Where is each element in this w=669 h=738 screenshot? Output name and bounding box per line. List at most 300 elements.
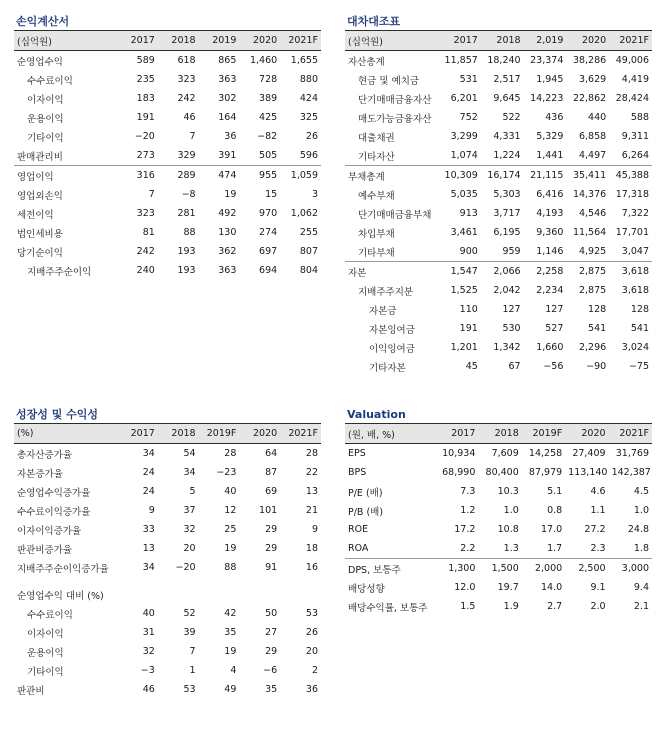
table-row	[345, 501, 652, 520]
row-value: 27.2	[584, 524, 606, 535]
row-value: 32	[142, 646, 155, 657]
row-value: 242	[177, 93, 196, 104]
row-value: 2,000	[522, 559, 565, 579]
row-label: 총자산증가율	[17, 449, 73, 461]
row-value: 6,195	[493, 227, 521, 238]
table-row	[345, 262, 652, 282]
row-value: 12	[224, 505, 237, 516]
row-value: 281	[177, 208, 196, 219]
row-value: 1.7	[547, 543, 563, 554]
row-label: P/E (배)	[348, 487, 383, 499]
row-value: 2,517	[493, 74, 521, 85]
row-value: 23,374	[530, 55, 564, 66]
row-value: 1,342	[493, 342, 521, 353]
row-value: 36	[305, 684, 318, 695]
row-value: 7	[189, 646, 196, 657]
row-label: 기타부채	[358, 247, 395, 259]
row-value: 49,006	[615, 55, 649, 66]
row-value: 5,329	[536, 131, 564, 142]
row-label: 자산총계	[348, 56, 385, 68]
row-label: 기타자본	[369, 362, 406, 374]
row-label: 당기순이익	[17, 247, 63, 259]
balance-sheet-title: 대차대조표	[345, 14, 652, 31]
row-value: 142,387	[611, 467, 651, 478]
balance-sheet-panel	[345, 14, 652, 376]
table-row	[345, 281, 652, 300]
row-value: 522	[502, 112, 521, 123]
table-row	[14, 204, 321, 223]
row-value: 289	[158, 166, 199, 186]
table-row	[345, 578, 652, 597]
row-value: 0.8	[547, 505, 563, 516]
header-year: 2020	[239, 424, 280, 444]
row-value: 1,660	[536, 342, 564, 353]
row-value: 34	[142, 448, 155, 459]
row-value: 20	[183, 543, 196, 554]
row-value: 5	[189, 486, 196, 497]
row-value: 21,115	[524, 166, 567, 186]
row-value: −75	[628, 361, 649, 372]
table-row	[14, 146, 321, 166]
row-value: 53	[305, 608, 318, 619]
header-year: 2019	[199, 31, 240, 51]
row-value: 1	[189, 665, 196, 676]
header-year: 2020	[566, 31, 609, 51]
row-value: 3,717	[493, 208, 521, 219]
row-value: 325	[299, 112, 318, 123]
row-label: 자본금	[369, 305, 397, 317]
header-year: 2019F	[522, 424, 565, 444]
row-value: 127	[502, 304, 521, 315]
row-value: 7	[148, 189, 155, 200]
row-value: 10,309	[438, 166, 481, 186]
row-value: 3,299	[450, 131, 478, 142]
row-value: 127	[545, 304, 564, 315]
row-value: 2,500	[565, 559, 608, 579]
row-value: 128	[588, 304, 607, 315]
table-row	[14, 185, 321, 204]
table-row	[14, 89, 321, 108]
row-value: 1,547	[438, 262, 481, 282]
header-year: 2017	[117, 424, 158, 444]
row-label: 자본잉여금	[369, 324, 415, 336]
row-value: 1.0	[633, 505, 649, 516]
row-label: 판관비증가율	[17, 544, 73, 556]
table-row	[14, 539, 321, 558]
table-header-row	[14, 31, 321, 51]
row-value: 3,024	[621, 342, 649, 353]
row-value: 3,461	[450, 227, 478, 238]
income-statement-panel	[14, 14, 321, 280]
header-unit: (원, 배, %)	[345, 424, 435, 444]
row-value: 101	[259, 505, 278, 516]
row-value	[239, 585, 280, 604]
row-value: 2.1	[633, 601, 649, 612]
row-value: 2,296	[578, 342, 607, 353]
header-year: 2021F	[280, 31, 321, 51]
table-row	[345, 357, 652, 376]
header-unit: (십억원)	[345, 31, 438, 51]
row-value: 7.3	[460, 486, 476, 497]
growth-profitability-panel	[14, 407, 321, 699]
row-value: 363	[218, 74, 237, 85]
row-value: 1,525	[450, 285, 478, 296]
row-value: 113,140	[568, 467, 608, 478]
header-year: 2018	[481, 31, 524, 51]
row-label: 예수부채	[358, 190, 395, 202]
row-value: 31,769	[615, 448, 649, 459]
row-value: 3	[311, 189, 318, 200]
row-value: 1.0	[503, 505, 519, 516]
row-label: 지배주주순이익	[27, 266, 92, 278]
row-value: 440	[588, 112, 607, 123]
row-value	[239, 577, 280, 585]
row-value: 5,035	[450, 189, 478, 200]
table-row	[345, 539, 652, 559]
row-value: 35	[224, 627, 237, 638]
row-value: 6,264	[621, 150, 649, 161]
row-value: 20	[305, 646, 318, 657]
table-row	[14, 661, 321, 680]
table-row	[14, 127, 321, 146]
row-value	[117, 585, 158, 604]
row-value: 34	[183, 467, 196, 478]
row-value: 3,000	[609, 559, 652, 579]
row-label: 기타이익	[27, 666, 64, 678]
row-label: EPS	[348, 448, 366, 459]
row-value: 18	[305, 543, 318, 554]
row-value: 2	[311, 665, 318, 676]
row-value: 2,258	[524, 262, 567, 282]
row-value: 7,609	[491, 448, 519, 459]
row-value: 19	[224, 189, 237, 200]
table-row	[345, 89, 652, 108]
row-value: 87	[265, 467, 278, 478]
header-year: 2017	[438, 31, 481, 51]
table-row	[345, 338, 652, 357]
row-value: 492	[218, 208, 237, 219]
row-label: 순영업수익 대비 (%)	[17, 590, 104, 602]
table-row	[14, 577, 321, 585]
row-value: 302	[218, 93, 237, 104]
row-label: 배당수익률, 보통주	[348, 602, 428, 614]
row-label: 운용이익	[27, 647, 64, 659]
row-value: 22	[305, 467, 318, 478]
row-value: 2.2	[460, 543, 476, 554]
row-value: 27	[265, 627, 278, 638]
row-value: 25	[224, 524, 237, 535]
row-value: 865	[218, 55, 237, 66]
row-value: 17.0	[541, 524, 563, 535]
table-header-row	[345, 424, 652, 444]
row-value: 28	[224, 448, 237, 459]
row-value: 4,925	[578, 246, 607, 257]
row-value: 316	[117, 166, 158, 186]
row-value: 1.2	[460, 505, 476, 516]
row-value: −8	[181, 189, 196, 200]
table-row	[14, 680, 321, 699]
row-label: 배당성향	[348, 583, 385, 595]
row-label: 판매관리비	[17, 151, 63, 163]
header-year: 2020	[565, 424, 608, 444]
row-value: 28,424	[615, 93, 649, 104]
row-value: 21	[305, 505, 318, 516]
table-row	[345, 146, 652, 166]
row-value: 9.4	[633, 582, 649, 593]
row-value: 9	[148, 505, 155, 516]
row-value: 1.8	[633, 543, 649, 554]
row-value: −56	[543, 361, 564, 372]
row-value: 68,990	[442, 467, 476, 478]
table-row	[14, 444, 321, 464]
row-value: 18,240	[487, 55, 521, 66]
row-label: 지배주주지분	[358, 286, 414, 298]
row-value: 46	[183, 112, 196, 123]
row-value: 5.1	[547, 486, 563, 497]
row-value: 804	[299, 265, 318, 276]
table-header-row	[345, 31, 652, 51]
row-label: 수수료이익	[27, 75, 73, 87]
row-value: 45,388	[609, 166, 652, 186]
row-value: 1.9	[503, 601, 519, 612]
row-value: 9	[311, 524, 318, 535]
table-row	[14, 108, 321, 127]
row-value: 19	[224, 543, 237, 554]
row-label: DPS, 보통주	[345, 559, 435, 579]
row-label: 이익잉여금	[369, 343, 415, 355]
header-year: 2017	[435, 424, 478, 444]
row-value: 32	[183, 524, 196, 535]
row-value: 4.5	[633, 486, 649, 497]
row-value: 694	[259, 265, 278, 276]
row-value: 2.0	[590, 601, 606, 612]
row-value: 913	[459, 208, 478, 219]
row-value: 39	[183, 627, 196, 638]
row-label: 부채총계	[345, 166, 438, 186]
row-value: 1,059	[280, 166, 321, 186]
row-value: 618	[177, 55, 196, 66]
row-value: 1,500	[478, 559, 521, 579]
row-value: 17,318	[615, 189, 649, 200]
row-value	[280, 585, 321, 604]
row-value: 589	[136, 55, 155, 66]
table-row	[345, 185, 652, 204]
row-value: 728	[259, 74, 278, 85]
header-unit: (%)	[14, 424, 117, 444]
row-value: 28	[305, 448, 318, 459]
row-value: 1,062	[290, 208, 318, 219]
row-value: −23	[216, 467, 237, 478]
row-value: 240	[136, 265, 155, 276]
row-value: 4	[230, 665, 237, 676]
table-row	[14, 261, 321, 280]
row-value: 323	[177, 74, 196, 85]
row-value: 425	[259, 112, 278, 123]
row-value: 362	[218, 246, 237, 257]
row-value: 16	[305, 562, 318, 573]
header-year: 2018	[158, 31, 199, 51]
table-row	[345, 166, 652, 186]
row-value: 970	[259, 208, 278, 219]
row-label: 자본	[345, 262, 438, 282]
table-row	[345, 482, 652, 501]
row-value: 110	[459, 304, 478, 315]
row-value: 1.1	[590, 505, 606, 516]
row-value: 1,460	[249, 55, 278, 66]
row-value: 19.7	[497, 582, 519, 593]
row-label: 대출채권	[358, 132, 395, 144]
row-value: 880	[299, 74, 318, 85]
table-row	[14, 70, 321, 89]
row-label: 세전이익	[17, 209, 54, 221]
row-value: 193	[177, 246, 196, 257]
table-row	[345, 597, 652, 616]
row-label: 현금 및 예치금	[358, 75, 420, 87]
row-value: 22,862	[572, 93, 607, 104]
row-value: 29	[265, 524, 278, 535]
row-value: 955	[239, 166, 280, 186]
row-value: 42	[224, 608, 237, 619]
row-value: 15	[265, 189, 278, 200]
row-value	[199, 585, 240, 604]
row-value: 9.1	[590, 582, 606, 593]
row-value: 1.5	[460, 601, 476, 612]
row-value: 88	[183, 227, 196, 238]
row-value: 33	[142, 524, 155, 535]
row-value: 1,300	[435, 559, 478, 579]
row-value: 531	[459, 74, 478, 85]
table-row	[345, 204, 652, 223]
table-row	[14, 223, 321, 242]
row-value: 4,419	[621, 74, 649, 85]
row-value: 49	[224, 684, 237, 695]
row-value: 1,201	[450, 342, 478, 353]
table-row	[345, 108, 652, 127]
row-value: 38,286	[572, 55, 607, 66]
row-value: 81	[142, 227, 155, 238]
row-value: 389	[259, 93, 278, 104]
table-header-row	[14, 424, 321, 444]
row-value: 1,074	[450, 150, 478, 161]
row-value: 2.3	[590, 543, 606, 554]
income-statement-title: 손익계산서	[14, 14, 321, 31]
row-value: 14,223	[530, 93, 564, 104]
table-row	[345, 444, 652, 464]
row-value: 6,416	[536, 189, 564, 200]
row-value: 530	[502, 323, 521, 334]
row-label: P/B (배)	[348, 506, 384, 518]
row-label: 자본증가율	[17, 468, 63, 480]
row-value: 541	[630, 323, 649, 334]
row-value: 527	[545, 323, 564, 334]
row-value: 329	[177, 150, 196, 161]
row-value: 88	[224, 562, 237, 573]
row-value: −20	[134, 131, 155, 142]
row-value: 3,618	[609, 262, 652, 282]
row-value: 45	[465, 361, 478, 372]
row-value: 900	[459, 246, 478, 257]
header-year: 2018	[158, 424, 199, 444]
header-year: 2021F	[280, 424, 321, 444]
row-value: 52	[183, 608, 196, 619]
row-value: 11,564	[572, 227, 607, 238]
row-value: 323	[136, 208, 155, 219]
table-row	[14, 51, 321, 71]
row-label: ROE	[348, 524, 369, 535]
table-row	[345, 70, 652, 89]
header-year: 2018	[478, 424, 521, 444]
header-year: 2017	[117, 31, 158, 51]
row-value: 2,234	[536, 285, 564, 296]
row-value: 588	[630, 112, 649, 123]
row-value: 2,875	[566, 262, 609, 282]
row-value: 34	[142, 562, 155, 573]
table-row	[14, 501, 321, 520]
row-value: 35,411	[566, 166, 609, 186]
table-row	[345, 223, 652, 242]
header-unit: (십억원)	[14, 31, 117, 51]
row-value: 53	[183, 684, 196, 695]
table-row	[345, 51, 652, 71]
row-label: 판관비	[17, 685, 45, 697]
table-row	[345, 127, 652, 146]
row-value: 36	[224, 131, 237, 142]
row-value: 4.6	[590, 486, 606, 497]
row-value: 3,618	[621, 285, 649, 296]
row-value: 11,857	[444, 55, 478, 66]
row-value: 697	[259, 246, 278, 257]
row-label: 기타이익	[27, 132, 64, 144]
row-label: 차입부채	[358, 228, 395, 240]
row-value: 24	[142, 486, 155, 497]
row-value: 24	[142, 467, 155, 478]
row-value: 9,645	[493, 93, 521, 104]
growth-profitability-table	[14, 424, 321, 699]
header-year: 2021F	[609, 424, 652, 444]
row-value: 29	[265, 646, 278, 657]
row-value: 474	[199, 166, 240, 186]
row-value: 87,979	[528, 467, 563, 478]
row-value: 4,497	[578, 150, 607, 161]
row-label: 매도가능금융자산	[358, 113, 432, 125]
row-value: 69	[265, 486, 278, 497]
row-label: 이자이익	[27, 94, 64, 106]
row-value: 27,409	[572, 448, 606, 459]
row-value: 959	[502, 246, 521, 257]
row-value: 3,629	[578, 74, 607, 85]
row-value: 255	[299, 227, 318, 238]
table-row	[345, 463, 652, 482]
balance-sheet-table	[345, 31, 652, 376]
row-value: 2.7	[547, 601, 563, 612]
row-value: 14,376	[572, 189, 607, 200]
table-row	[14, 604, 321, 623]
row-value: 1,224	[493, 150, 521, 161]
row-label: 단기매매금융자산	[358, 94, 432, 106]
row-value: 391	[218, 150, 237, 161]
row-label: 순영업수익	[17, 56, 63, 68]
table-row	[14, 166, 321, 186]
row-value: −20	[175, 562, 196, 573]
row-value: 3,047	[621, 246, 649, 257]
row-value: 17.2	[454, 524, 476, 535]
row-value: 2,066	[481, 262, 524, 282]
table-row	[14, 482, 321, 501]
row-value: 54	[183, 448, 196, 459]
row-value: 1,146	[536, 246, 564, 257]
table-row	[14, 623, 321, 642]
header-year: 2021F	[609, 31, 652, 51]
